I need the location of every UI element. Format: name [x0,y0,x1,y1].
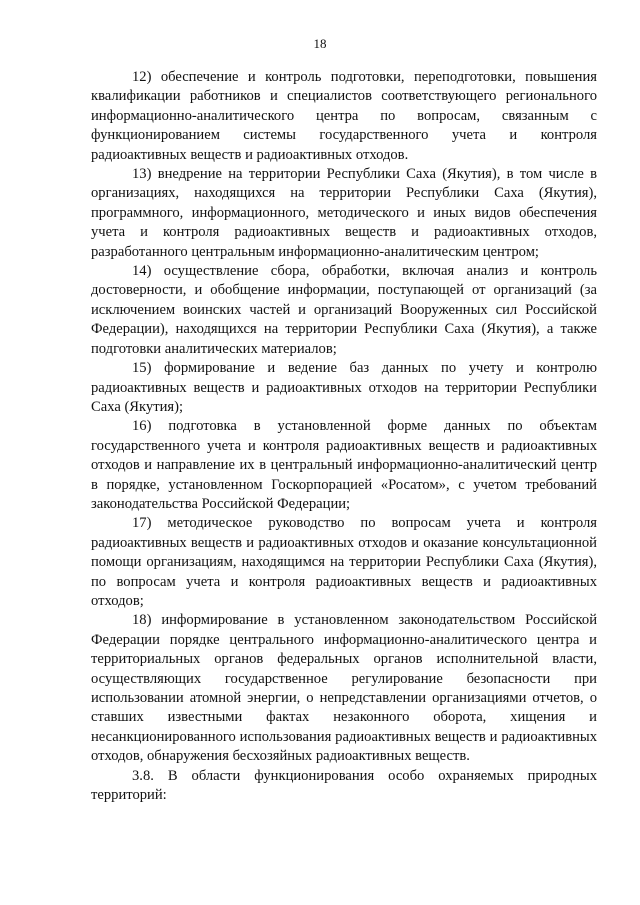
paragraph-item-16: 16) подготовка в установленной форме данных по объектам государственного учета и контроля радиоактивных веществ и радиоактивных отходов и направление их в центральный информационно-аналитический центр в порядке, установленном Госкорпорацией «Росатом», с учетом требований законодательства Российской Федерации; [91,418,597,512]
paragraph-item-13: 13) внедрение на территории Республики Саха (Якутия), в том числе в организациях, находящихся на территории Республики Саха (Якутия), программного, информационного, методического и иных видов обеспечения учета и контроля радиоактивных веществ и радиоактивных отходов, разработанного центральным информационно-аналитическим центром; [91,166,597,260]
paragraph-item-18: 18) информирование в установленном законодательством Российской Федерации порядке центрального информационно-аналитического центра и территориальных органов федеральных органов исполнительной власти, осуществляющих государственное регулирование безопасности при использовании атомной энергии, о непредставлении организациями отчетов, о ставших известными фактах незаконного оборота, хищения и несанкционированного использования радиоактивных веществ и радиоактивных отходов, обнаружения бесхозяйных радиоактивных веществ. [91,612,597,765]
section-heading-3-8: 3.8. В области функционирования особо охраняемых природных территорий: [91,767,597,804]
paragraph-item-15: 15) формирование и ведение баз данных по учету и контролю радиоактивных веществ и радиоактивных отходов на территории Республики Саха (Якутия); [91,360,597,415]
document-body [91,68,597,805]
paragraph-item-12: 12) обеспечение и контроль подготовки, переподготовки, повышения квалификации работников и специалистов соответствующего регионального информационно-аналитического центра по вопросам, связанным с функционированием системы государственного учета и контроля радиоактивных веществ и радиоактивных отходов. [91,69,597,163]
paragraph-item-17: 17) методическое руководство по вопросам учета и контроля радиоактивных веществ и радиоактивных отходов и оказание консультационной помощи организациям, находящимся на территории Республики Саха (Якутия), по вопросам учета и контроля радиоактивных веществ и радиоактивных отходов; [91,515,597,609]
paragraph-item-14: 14) осуществление сбора, обработки, включая анализ и контроль достоверности, и обобщение информации, поступающей от организаций (за исключением воинских частей и организаций Вооруженных сил Российской Федерации), находящихся на территории Республики Саха (Якутия), а также подготовки аналитических материалов; [91,263,597,357]
page-number: 18 [313,36,327,51]
